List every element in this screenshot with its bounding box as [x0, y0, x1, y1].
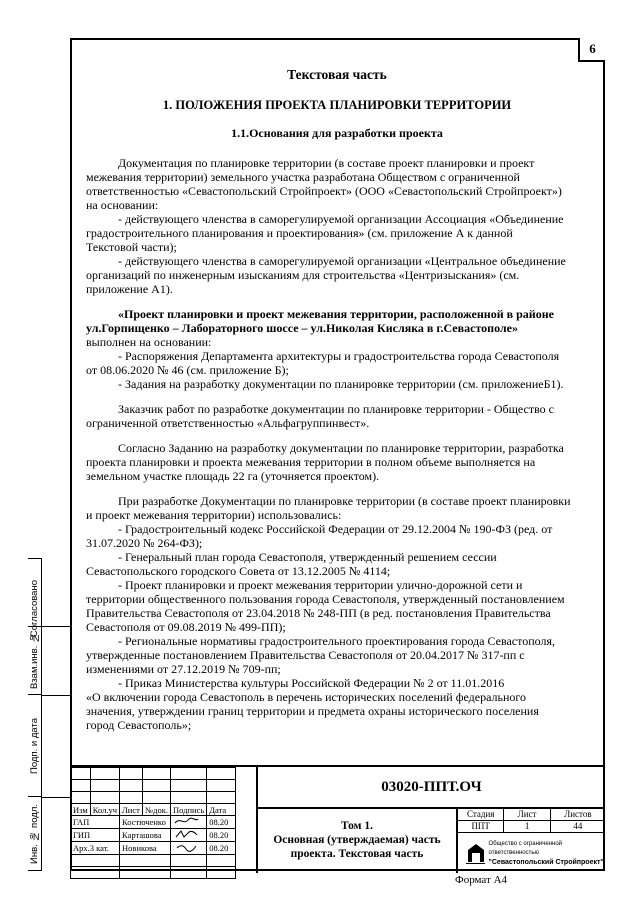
hdr-list: Лист	[120, 804, 143, 816]
doc-title-line2: Основная (утверждаемая) часть	[273, 834, 441, 846]
text-line: Правительства Севастополя от 23.04.2018 № 248-ПП (в ред. постановления Правительства	[86, 606, 551, 620]
org-name: "Севастопольский Стройпроект"	[488, 858, 604, 866]
sheet-header: Лист	[504, 809, 550, 820]
sidebar-fields	[42, 626, 70, 871]
text-line: ответственностью «Севастопольский Стройпроект» (ООО «Севастопольский Стройпроект»)	[86, 184, 562, 198]
text-line: - Проект планировки и проект межевания территории улично-дорожной сети и	[118, 578, 523, 592]
organization-logo	[458, 833, 605, 873]
title-block	[70, 765, 605, 871]
name-gap: Костюченко	[120, 816, 171, 829]
text-line: проекта планировки и проекта межевания территории в полном объеме выполняется на	[86, 455, 536, 469]
text-line: Заказчик работ по разработке документации по планировке территории - Общество с	[118, 402, 554, 416]
text-line: от 08.06.2020 № 46 (см. приложение Б);	[86, 363, 289, 377]
agreed-label: Согласовано	[29, 579, 40, 638]
paragraph-gap	[86, 430, 588, 441]
sign-date-label: Подп. и дата	[29, 717, 40, 774]
hdr-sign: Подпись	[171, 804, 207, 816]
text-line: - действующего членства в саморегулируемой организации «Центральное объединение	[118, 254, 566, 268]
signature-gap	[171, 816, 207, 829]
page-number: 6	[578, 38, 605, 62]
text-line: Севастополя от 09.08.2019 № 499-ПП);	[86, 620, 286, 634]
inv-replace-cell	[28, 626, 42, 694]
text-line: приложение А1).	[86, 282, 173, 296]
document-title	[256, 809, 456, 873]
signature-arch	[171, 842, 207, 855]
role-arch: Арх.3 кат.	[71, 842, 120, 855]
text-line: - действующего членства в саморегулируемой организации Ассоциация «Объединение	[118, 212, 564, 226]
name-gip: Карташова	[120, 829, 171, 842]
date-gip: 08.20	[207, 829, 236, 842]
text-line: ограниченной ответственностью «Альфагруппинвест».	[86, 416, 370, 430]
role-gap: ГАП	[71, 816, 120, 829]
text-line: «О включении города Севастополь в перечень исторических поселений федерального	[86, 690, 527, 704]
date-gap: 08.20	[207, 816, 236, 829]
paper-format: Формат А4	[455, 874, 508, 886]
stage-grid	[456, 809, 605, 873]
signature-gip	[171, 829, 207, 842]
paragraphs	[86, 156, 588, 732]
stage-header: Стадия	[458, 809, 504, 820]
stage-value: ППТ	[458, 821, 504, 832]
company-logo-icon	[466, 842, 485, 864]
sheets-value: 44	[573, 821, 583, 831]
text-line: город Севастополь»;	[86, 718, 192, 732]
inv-orig-cell	[28, 796, 42, 871]
document-code: 03020-ППТ.ОЧ	[256, 767, 605, 809]
text-line: Согласно Заданию на разработку документации по планировке территории, разработка	[118, 441, 564, 455]
text-line: организаций по инженерным изысканиям для строительства «Центризыскания» (см.	[86, 268, 520, 282]
text-line: Севастопольского городского Совета от 13.12.2005 № 4114;	[86, 564, 391, 578]
text-line: - Распоряжения Департамента архитектуры и градостроительства города Севастополя	[118, 349, 560, 363]
text-line: изменениями от 27.12.2019 № 709-пп;	[86, 662, 281, 676]
doc-title-line1: Том 1.	[340, 820, 374, 832]
inv-replace-label: Взам.инв. №	[29, 631, 40, 690]
text-line: земельном участке площадь 22 га (уточняется проектом).	[86, 469, 380, 483]
hdr-izm: Изм	[71, 804, 91, 816]
text-line: - Приказ Министерства культуры Российской Федерации № 2 от 11.01.2016	[118, 676, 505, 690]
role-gip: ГИП	[71, 829, 120, 842]
text-line: - Градостроительный кодекс Российской Федерации от 29.12.2004 № 190-ФЗ (ред. от	[118, 522, 553, 536]
sheets-header: Листов	[564, 809, 592, 819]
org-form: Общество с ограниченной ответственностью	[488, 840, 563, 856]
text-line: «Проект планировки и проект межевания территории, расположенной в районе	[118, 307, 554, 321]
sign-date-cell	[28, 694, 42, 796]
text-line: значения, утверждении границ территории и предмета охраны исторического поселения	[86, 704, 539, 718]
text-line: на основании:	[86, 198, 159, 212]
text-line: Текстовой части);	[86, 240, 177, 254]
text-line: градостроительного планирования и проектирования» (см. приложение А к данной	[86, 226, 513, 240]
paragraph-gap	[86, 483, 588, 494]
sheet-value: 1	[504, 821, 550, 832]
text-line: При разработке Документации по планировке территории (в составе проект планировки	[118, 494, 571, 508]
hdr-ndoc: №док.	[143, 804, 171, 816]
text-line: - Региональные нормативы градостроительного проектирования города Севастополя,	[118, 634, 555, 648]
text-line: межевания территории) земельного участка разработана Обществом с ограниченной	[86, 170, 520, 184]
text-line: - Генеральный план города Севастополя, утвержденный решением сессии	[118, 550, 497, 564]
text-line: территории общественного пользования города Севастополя, утвержденный постановлением	[86, 592, 565, 606]
text-line: 31.07.2020 № 264-ФЗ);	[86, 536, 203, 550]
text-line: - Задания на разработку документации по планировке территории (см. приложениеБ1).	[118, 377, 564, 391]
text-line: утвержденные постановлением Правительства Севастополя от 20.04.2017 № 317-пп с	[86, 648, 525, 662]
text-body	[86, 62, 588, 732]
text-line: и проект межевания территории) использовались:	[86, 508, 342, 522]
text-line: Документация по планировке территории (в составе проект планировки и проект	[118, 156, 535, 170]
name-arch: Новикова	[120, 842, 171, 855]
text-line: ул.Горпищенко – Лабораторного шоссе – ул.Николая Кисляка в г.Севастополе»	[86, 321, 518, 335]
inv-orig-label: Инв. № подл.	[29, 803, 40, 864]
text-line: выполнен на основании:	[86, 335, 212, 349]
hdr-date: Дата	[207, 804, 236, 816]
date-arch: 08.20	[207, 842, 236, 855]
doc-title-line3: проекта. Текстовая часть	[290, 848, 424, 860]
subsection-title: 1.1.Основания для разработки проекта	[231, 126, 443, 140]
paragraph-gap	[86, 391, 588, 402]
section-title: 1. ПОЛОЖЕНИЯ ПРОЕКТА ПЛАНИРОВКИ ТЕРРИТОРИИ	[162, 98, 512, 112]
page-heading: Текстовая часть	[287, 67, 387, 82]
hdr-kol: Кол.уч	[90, 804, 119, 816]
revision-table	[70, 767, 236, 879]
paragraph-gap	[86, 296, 588, 307]
